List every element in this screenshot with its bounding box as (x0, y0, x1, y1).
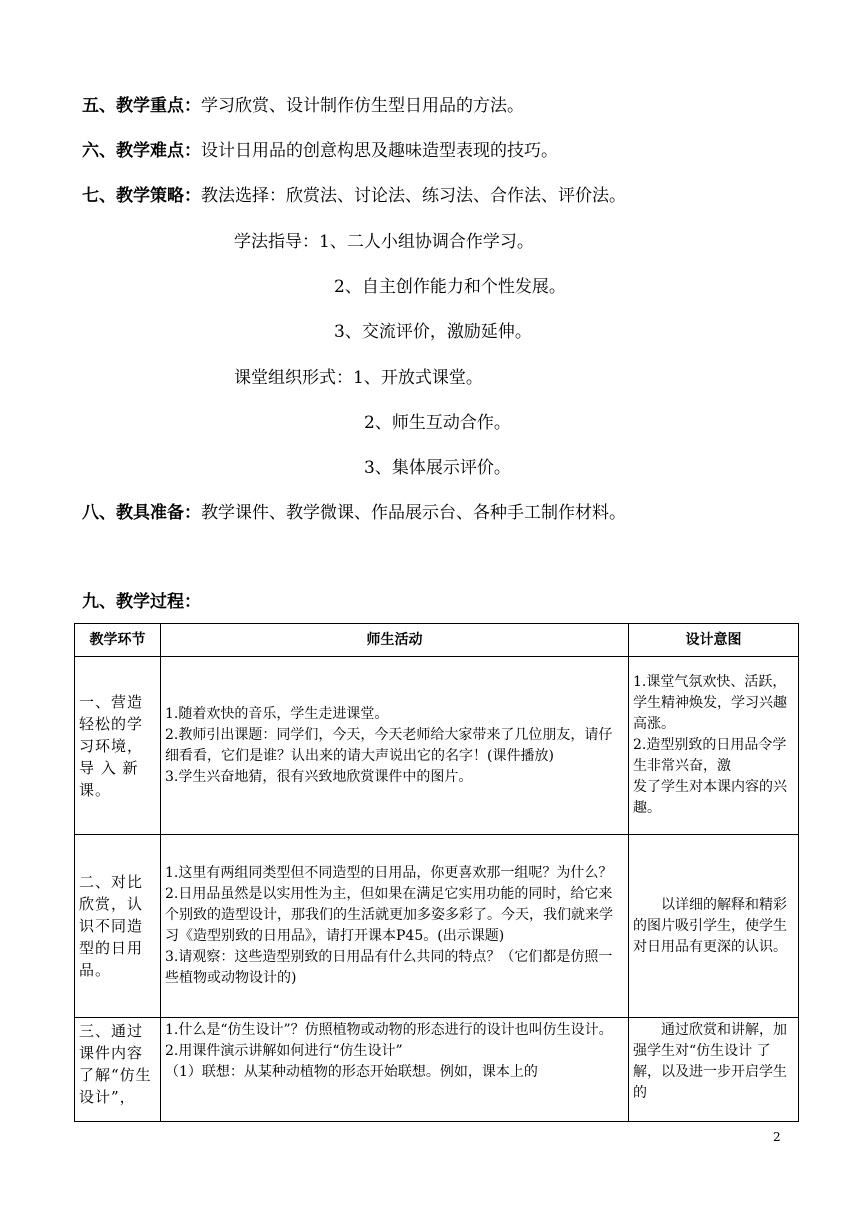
section-9-heading: 九、教学过程： (82, 592, 201, 612)
intent-line: 通过欣赏和讲解，加强学生对“仿生设计 了解，以及进一步开启学生的 (633, 1022, 787, 1101)
table-header-row (75, 624, 799, 657)
table-row (75, 657, 799, 835)
activity-line: 1.什么是“仿生设计”？仿照植物或动物的形态进行的设计也叫仿生设计。 (165, 1022, 613, 1038)
section-5-text: 学习欣赏、设计制作仿生型日用品的方法。 (201, 96, 524, 116)
activity-line: 3.请观察：这些造型别致的日用品有什么共同的特点？（它们都是仿照一些植物或动物设计的) (165, 949, 613, 986)
activity-line: 3.学生兴奋地猜，很有兴致地欣赏课件中的图片。 (165, 768, 473, 785)
intent-cell (629, 1018, 799, 1122)
table-row (75, 1018, 799, 1122)
activity-cell (161, 657, 629, 835)
intent-line: 发了学生对本课内容的兴趣。 (633, 779, 787, 816)
section-7-line-5: 2、师生互动合作。 (364, 413, 511, 433)
section-9 (82, 590, 201, 614)
stage-cell: 二、对比欣赏，认识不同造型的日用品。 (75, 835, 161, 1018)
section-5-heading: 五、教学重点： (82, 96, 201, 116)
activity-cell (161, 1018, 629, 1122)
section-7-line-6: 3、集体展示评价。 (364, 458, 511, 478)
intent-line: 以详细的解释和精彩的图片吸引学生，使学生对日用品有更深的认识。 (633, 896, 787, 955)
section-7-line-2: 2、自主创作能力和个性发展。 (334, 277, 566, 297)
header-intent: 设计意图 (629, 624, 799, 657)
section-7-line-3: 3、交流评价，激励延伸。 (334, 322, 532, 342)
activity-line: 1.随着欢快的音乐，学生走进课堂。 (165, 705, 389, 722)
activity-cell (161, 835, 629, 1018)
activity-line: 2.日用品虽然是以实用性为主，但如果在满足它实用功能的同时，给它来个别致的造型设计，那我们的生活就更加多姿多彩了。今天，我们就来学习《造型别致的日用品》，请打开课本P45。(出示课题) (165, 886, 613, 944)
section-6-text: 设计日用品的创意构思及趣味造型表现的技巧。 (201, 141, 558, 161)
table-row (75, 835, 799, 1018)
teaching-process-table (74, 623, 799, 1122)
activity-line: （1）联想：从某种动植物的形态开始联想。例如，课本上的 (165, 1064, 538, 1080)
section-6-heading: 六、教学难点： (82, 141, 201, 161)
section-7-line-4: 课堂组织形式：1、开放式课堂。 (234, 368, 483, 388)
section-7-line-1: 学法指导：1、二人小组协调合作学习。 (234, 232, 534, 252)
section-7-heading: 七、教学策略： (82, 186, 201, 206)
intent-cell (629, 657, 799, 835)
section-8-heading: 八、教具准备： (82, 503, 201, 523)
intent-cell (629, 835, 799, 1018)
section-6 (82, 139, 558, 163)
stage-cell: 一、营造轻松的学习环境，导 入 新课。 (75, 657, 161, 835)
section-8-text: 教学课件、教学微课、作品展示台、各种手工制作材料。 (201, 503, 626, 523)
section-7-text: 教法选择：欣赏法、讨论法、练习法、合作法、评价法。 (201, 186, 626, 206)
activity-line: 2.用课件演示讲解如何进行“仿生设计” (165, 1043, 403, 1059)
intent-line: 1.课堂气氛欢快、活跃，学生精神焕发，学习兴趣高涨。 (633, 674, 787, 732)
activity-line: 2.教师引出课题：同学们，今天，今天老师给大家带来了几位朋友，请仔细看看，它们是谁？认出来的请大声说出它的名字！(课件播放) (165, 726, 613, 764)
header-activity: 师生活动 (161, 624, 629, 657)
section-7 (82, 184, 626, 208)
page-number: 2 (773, 1130, 781, 1144)
activity-line: 1.这里有两组同类型但不同造型的日用品，你更喜欢那一组呢？为什么？ (165, 865, 613, 881)
section-5 (82, 94, 524, 118)
header-stage: 教学环节 (75, 624, 161, 657)
intent-line: 2.造型别致的日用品令学生非常兴奋，激 (633, 737, 787, 774)
section-8 (82, 501, 626, 525)
stage-cell: 三、通过课件内容了解“仿生设计”， (75, 1018, 161, 1122)
